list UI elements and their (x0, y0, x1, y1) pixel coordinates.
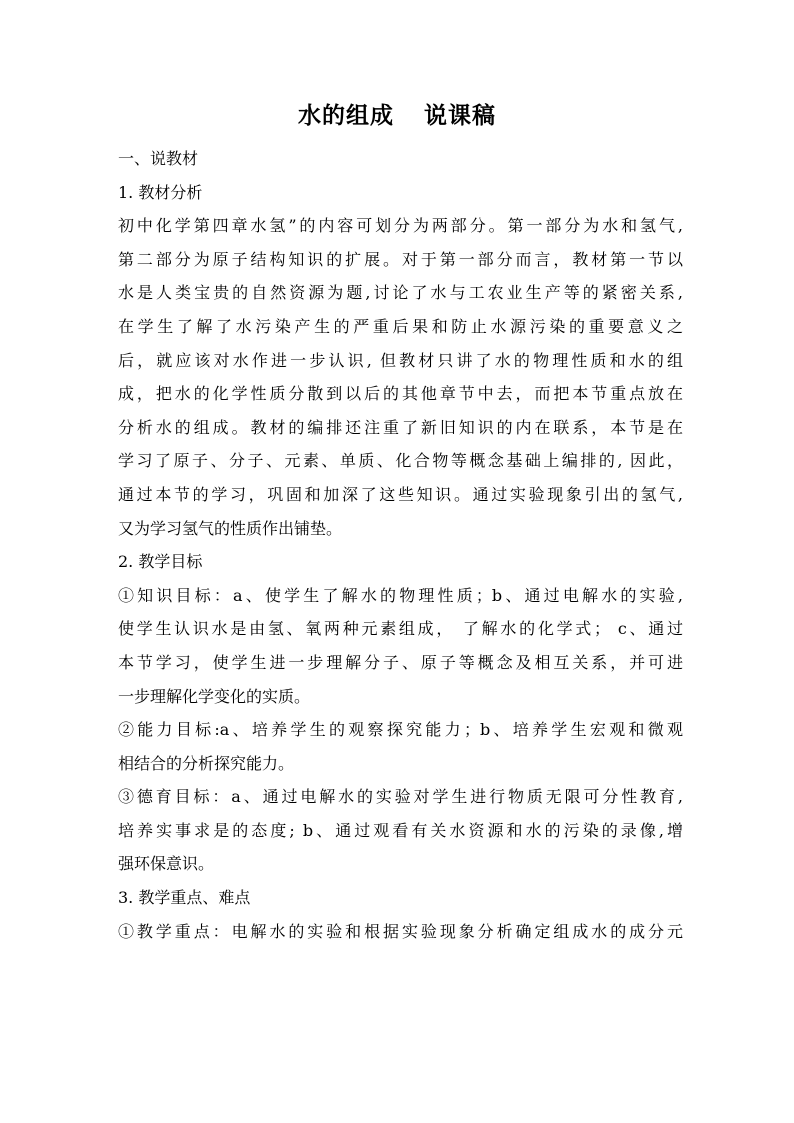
text-line: 后，就应该对水作进一步认识, 但教材只讲了水的物理性质和水的组 (118, 350, 683, 370)
text-line: 一步理解化学变化的实质。 (118, 686, 311, 706)
text-line: 通过本节的学习，巩固和加深了这些知识。通过实验现象引出的氢气, (118, 484, 683, 504)
text-line: 培养实事求是的态度; b、通过观看有关水资源和水的污染的录像,增 (118, 820, 683, 840)
text-line: ③德育目标：a、通过电解水的实验对学生进行物质无限可分性教育, (118, 787, 683, 807)
page-title (0, 98, 794, 134)
text-line: 第二部分为原子结构知识的扩展。对于第一部分而言，教材第一节以 (118, 249, 683, 269)
text-line: 相结合的分析探究能力。 (118, 753, 295, 773)
text-line: 学习了原子、分子、元素、单质、化合物等概念基础上编排的, 因此， (118, 451, 683, 471)
text-line: ②能力目标:a、培养学生的观察探究能力；b、培养学生宏观和微观 (118, 720, 683, 740)
text-line: 使学生认识水是由氢、氧两种元素组成， 了解水的化学式； c、通过 (118, 619, 683, 639)
text-line: 初中化学第四章水氢”的内容可划分为两部分。第一部分为水和氢气, (118, 216, 683, 236)
text-line: 3. 教学重点、难点 (118, 888, 251, 908)
text-line: ①教学重点：电解水的实验和根据实验现象分析确定组成水的成分元 (118, 921, 683, 941)
document-body (118, 142, 683, 948)
text-line: 成，把水的化学性质分散到以后的其他章节中去，而把本节重点放在 (118, 384, 683, 404)
text-line: 本节学习，使学生进一步理解分子、原子等概念及相互关系，并可进 (118, 652, 683, 672)
title-sub: 说课稿 (424, 102, 496, 129)
text-line: ①知识目标：a、使学生了解水的物理性质；b、通过电解水的实验, (118, 585, 683, 605)
text-line: 2. 教学目标 (118, 552, 203, 572)
title-main: 水的组成 (298, 102, 394, 129)
text-line: 又为学习氢气的性质作出铺垫。 (118, 518, 343, 538)
text-line: 一、说教材 (118, 149, 199, 168)
text-line: 强环保意识。 (118, 854, 215, 874)
text-line: 水是人类宝贵的自然资源为题,讨论了水与工农业生产等的紧密关系, (118, 283, 683, 303)
text-line: 分析水的组成。教材的编排还注重了新旧知识的内在联系，本节是在 (118, 417, 683, 437)
text-line: 在学生了解了水污染产生的严重后果和防止水源污染的重要意义之 (118, 316, 683, 336)
text-line: 1. 教材分析 (118, 182, 203, 202)
